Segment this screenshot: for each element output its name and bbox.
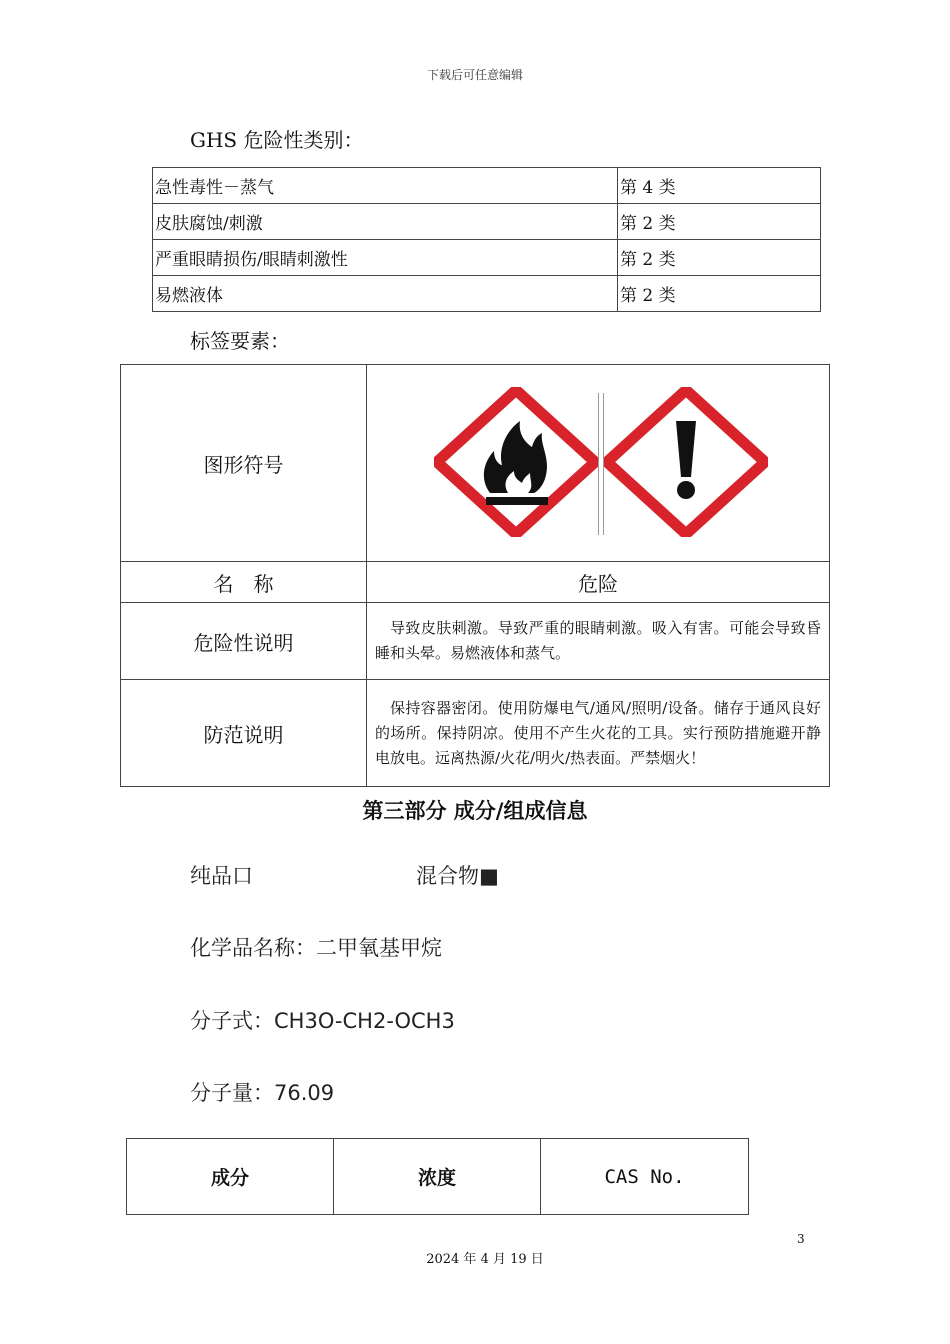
table-row [153,168,821,204]
table-row [153,204,821,240]
category-cell: 第 2 类 [618,204,821,240]
chemical-name: 化学品名称：二甲氧基甲烷 [190,936,442,960]
label-elements-table [120,364,830,787]
hazard-statement-text: 导致皮肤刺激。导致严重的眼睛刺激。吸入有害。可能会导致昏睡和头晕。易燃液体和蒸气。 [367,603,830,680]
hazard-cell: 皮肤腐蚀/刺激 [153,204,618,240]
signal-word: 危险 [367,562,830,603]
table-row [153,276,821,312]
molecular-weight: 分子量：76.09 [190,1081,335,1105]
column-header-cas: CAS No. [541,1139,749,1215]
section-title: 第三部分 成分/组成信息 [362,799,588,823]
page-header: 下载后可任意编辑 [426,68,523,82]
label-elements-heading: 标签要素： [190,329,290,353]
hazard-cell: 急性毒性－蒸气 [153,168,618,204]
footer-date: 2024 年 4 月 19 日 [426,1252,544,1267]
hazard-cell: 易燃液体 [153,276,618,312]
table-row [121,680,830,787]
ghs-heading: GHS 危险性类别： [190,128,364,152]
table-row [127,1139,749,1215]
table-row [121,365,830,562]
pictogram-cell [367,365,830,562]
flame-icon [434,387,598,537]
hazard-cell: 严重眼睛损伤/眼睛刺激性 [153,240,618,276]
column-header-concentration: 浓度 [334,1139,541,1215]
hazard-statement-label: 危险性说明 [121,603,367,680]
name-label: 名 称 [121,562,367,603]
ghs-category-table [152,167,821,312]
table-row [121,603,830,680]
table-row [121,562,830,603]
composition-table [126,1138,749,1215]
precaution-label: 防范说明 [121,680,367,787]
precaution-text: 保持容器密闭。使用防爆电气/通风/照明/设备。储存于通风良好的场所。保持阴凉。使用不产生火花的工具。实行预防措施避开静电放电。远离热源/火花/明火/热表面。严禁烟火！ [367,680,830,787]
pictogram-label: 图形符号 [121,365,367,562]
molecular-formula: 分子式：CH3O-CH2-OCH3 [190,1009,455,1033]
table-row [153,240,821,276]
exclamation-icon [604,387,768,537]
pure-substance-option: 纯品口 [190,864,253,888]
mixture-option: 混合物■ [416,864,499,888]
category-cell: 第 4 类 [618,168,821,204]
category-cell: 第 2 类 [618,240,821,276]
page-number: 3 [797,1232,805,1246]
category-cell: 第 2 类 [618,276,821,312]
column-header-component: 成分 [127,1139,334,1215]
